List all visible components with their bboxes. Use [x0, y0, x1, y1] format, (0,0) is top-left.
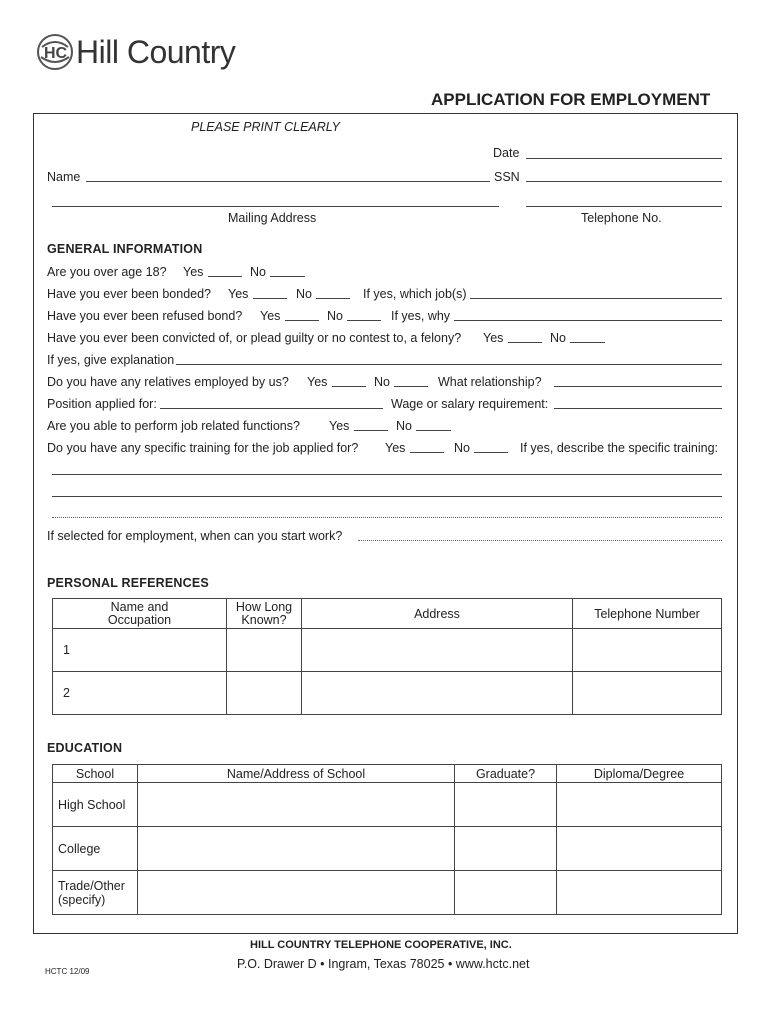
- relatives-yes-field[interactable]: [332, 386, 366, 387]
- refused-yes-field[interactable]: [285, 320, 319, 321]
- table-cell[interactable]: [138, 871, 455, 915]
- why-field[interactable]: [454, 320, 722, 321]
- references-table: [52, 598, 722, 715]
- relationship-label: What relationship?: [438, 375, 542, 389]
- name-label: Name: [47, 170, 81, 184]
- date-label: Date: [493, 146, 520, 160]
- mailing-address-field[interactable]: [52, 206, 499, 207]
- table-row: [53, 871, 722, 915]
- yes-label: Yes: [260, 309, 281, 323]
- table-cell[interactable]: [455, 783, 557, 827]
- table-row: [53, 672, 722, 715]
- no-label: No: [374, 375, 390, 389]
- table-cell[interactable]: [455, 827, 557, 871]
- row-number: 1: [53, 629, 227, 672]
- svg-text:HC: HC: [44, 45, 68, 62]
- q-perform: Are you able to perform job related functions?: [47, 419, 300, 433]
- perform-no-field[interactable]: [416, 430, 451, 431]
- which-jobs-label: If yes, which job(s): [363, 287, 467, 301]
- relationship-field[interactable]: [554, 386, 722, 387]
- row-number: 2: [53, 672, 227, 715]
- table-row: [53, 629, 722, 672]
- describe-label: If yes, describe the specific training:: [520, 441, 719, 455]
- start-field[interactable]: [358, 540, 722, 541]
- position-field[interactable]: [160, 408, 383, 409]
- table-cell[interactable]: [557, 827, 722, 871]
- table-cell[interactable]: [227, 672, 302, 715]
- yes-label: Yes: [483, 331, 504, 345]
- relatives-no-field[interactable]: [394, 386, 428, 387]
- col-how-long: How Long Known?: [227, 599, 302, 629]
- no-label: No: [296, 287, 312, 301]
- hill-country-logo-icon: [36, 33, 74, 71]
- wage-field[interactable]: [554, 408, 722, 409]
- yes-label: Yes: [183, 265, 204, 279]
- col-address: Address: [302, 599, 573, 629]
- col-school: School: [53, 765, 138, 783]
- table-cell[interactable]: [557, 783, 722, 827]
- table-row: [53, 783, 722, 827]
- col-name-occupation: Name and Occupation: [53, 599, 227, 629]
- row-label: College: [53, 827, 138, 871]
- which-jobs-field[interactable]: [470, 298, 722, 299]
- name-field[interactable]: [86, 181, 490, 182]
- q-felony: Have you ever been convicted of, or plead guilty or no contest to, a felony?: [47, 331, 462, 345]
- table-cell[interactable]: [302, 672, 573, 715]
- no-label: No: [396, 419, 412, 433]
- training-line-2[interactable]: [52, 496, 722, 497]
- telephone-field[interactable]: [526, 206, 722, 207]
- perform-yes-field[interactable]: [354, 430, 388, 431]
- training-yes-field[interactable]: [410, 452, 444, 453]
- col-graduate: Graduate?: [455, 765, 557, 783]
- education-heading: EDUCATION: [47, 741, 123, 755]
- ssn-field[interactable]: [526, 181, 722, 182]
- table-cell[interactable]: [227, 629, 302, 672]
- no-label: No: [550, 331, 566, 345]
- refused-no-field[interactable]: [347, 320, 381, 321]
- why-label: If yes, why: [391, 309, 451, 323]
- col-diploma: Diploma/Degree: [557, 765, 722, 783]
- table-header-row: [53, 599, 722, 629]
- training-no-field[interactable]: [474, 452, 508, 453]
- position-label: Position applied for:: [47, 397, 157, 411]
- table-cell[interactable]: [138, 783, 455, 827]
- start-label: If selected for employment, when can you start work?: [47, 529, 343, 543]
- age-no-field[interactable]: [270, 276, 305, 277]
- q-age: Are you over age 18?: [47, 265, 167, 279]
- no-label: No: [250, 265, 266, 279]
- q-bonded: Have you ever been bonded?: [47, 287, 212, 301]
- q-refused: Have you ever been refused bond?: [47, 309, 243, 323]
- yes-label: Yes: [329, 419, 350, 433]
- table-cell[interactable]: [302, 629, 573, 672]
- col-name-address: Name/Address of School: [138, 765, 455, 783]
- table-header-row: [53, 765, 722, 783]
- bonded-yes-field[interactable]: [253, 298, 287, 299]
- education-table: [52, 764, 722, 915]
- yes-label: Yes: [307, 375, 328, 389]
- table-row: [53, 827, 722, 871]
- training-line-3[interactable]: [52, 517, 722, 518]
- date-field[interactable]: [526, 158, 722, 159]
- brand-name: Hill Country: [76, 34, 236, 70]
- explain-field[interactable]: [176, 364, 722, 365]
- footer-address: P.O. Drawer D • Ingram, Texas 78025 • www.hctc.net: [237, 957, 530, 971]
- training-line-1[interactable]: [52, 474, 722, 475]
- wage-label: Wage or salary requirement:: [391, 397, 549, 411]
- q-training: Do you have any specific training for the job applied for?: [47, 441, 359, 455]
- yes-label: Yes: [385, 441, 406, 455]
- yes-label: Yes: [228, 287, 249, 301]
- form-code: HCTC 12/09: [45, 967, 90, 976]
- table-cell[interactable]: [573, 672, 722, 715]
- no-label: No: [454, 441, 470, 455]
- table-cell[interactable]: [557, 871, 722, 915]
- bonded-no-field[interactable]: [316, 298, 350, 299]
- row-label: High School: [53, 783, 138, 827]
- ssn-label: SSN: [494, 170, 520, 184]
- table-cell[interactable]: [138, 827, 455, 871]
- felony-yes-field[interactable]: [508, 342, 542, 343]
- table-cell[interactable]: [455, 871, 557, 915]
- no-label: No: [327, 309, 343, 323]
- telephone-label: Telephone No.: [581, 211, 662, 225]
- references-heading: PERSONAL REFERENCES: [47, 576, 209, 590]
- age-yes-field[interactable]: [208, 276, 242, 277]
- table-cell[interactable]: [573, 629, 722, 672]
- row-label: Trade/Other (specify): [53, 871, 138, 915]
- explain-label: If yes, give explanation: [47, 353, 175, 367]
- q-relatives: Do you have any relatives employed by us?: [47, 375, 289, 389]
- felony-no-field[interactable]: [570, 342, 605, 343]
- general-info-heading: GENERAL INFORMATION: [47, 242, 203, 256]
- print-instruction: PLEASE PRINT CLEARLY: [191, 120, 340, 134]
- footer-company: HILL COUNTRY TELEPHONE COOPERATIVE, INC.: [250, 939, 512, 951]
- page-title: APPLICATION FOR EMPLOYMENT: [431, 90, 711, 109]
- col-telephone: Telephone Number: [573, 599, 722, 629]
- mailing-address-label: Mailing Address: [228, 211, 317, 225]
